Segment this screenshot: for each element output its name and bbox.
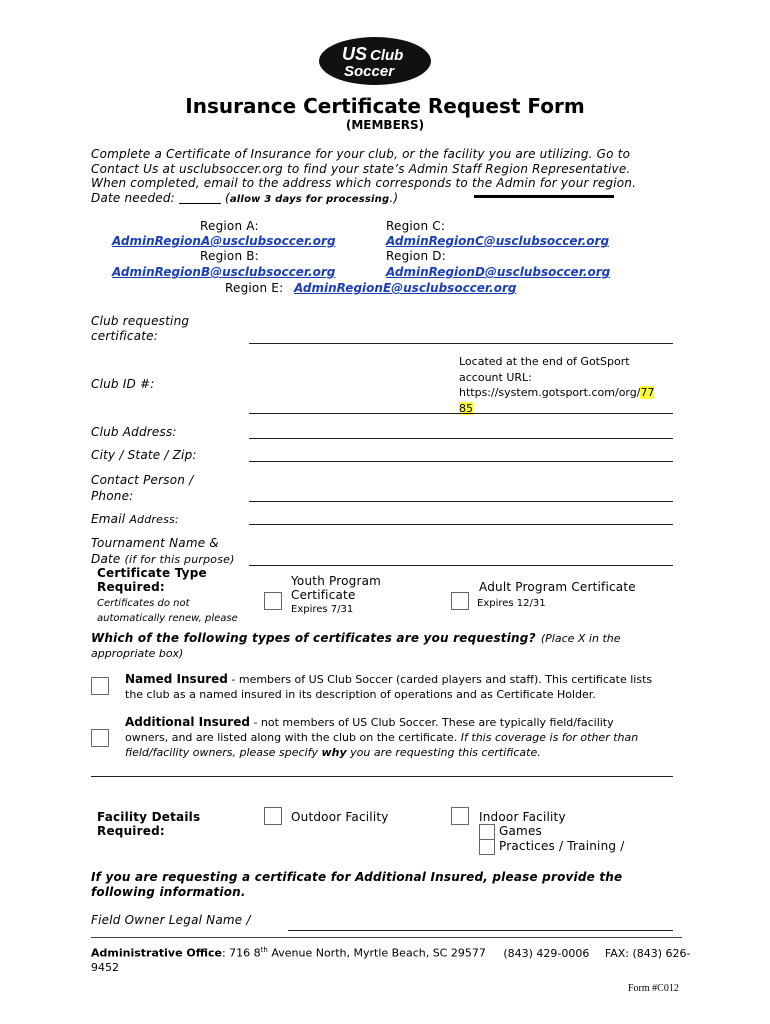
youth-program-checkbox[interactable] [264,592,282,610]
logo-text-soccer: Soccer [344,63,395,80]
footer-rule [91,937,682,938]
cert-type-label: Certificate Type Required: [97,566,207,594]
named-insured-text: Named Insured - members of US Club Soccer (carded players and staff). This certificate lists the club as a named insured in its description of operations and as Certificate Holder. [125,672,653,701]
region-c-email[interactable]: AdminRegionC@usclubsoccer.org [386,234,610,248]
logo-text-club: Club [370,47,404,64]
adult-program-checkbox[interactable] [451,592,469,610]
which-question: Which of the following types of certificates are you requesting? (Place X in the appropriate box) [91,631,621,660]
indoor-facility-checkbox[interactable] [451,807,469,825]
city-state-zip-input[interactable] [249,461,673,462]
city-state-zip-label: City / State / Zip: [91,448,197,462]
club-id-input[interactable] [249,413,673,414]
facility-details-label: Facility Details Required: [97,810,201,838]
intro-text: Complete a Certificate of Insurance for your club, or the facility you are utilizing. Go to Contact Us at usclubsoccer.org to find your state’s Admin Staff Region Representative. When completed, email to the address which corresponds to the Admin for your region. Date needed: (allow 3 days for processing.) [91,147,637,205]
youth-program-label: Youth Program Certificate [291,574,382,602]
contact-label: Contact Person / Phone: [91,473,194,503]
date-needed-label: Date needed: [91,190,175,205]
page-title: Insurance Certificate Request Form [185,94,585,118]
adult-program-expiry: Expires 12/31 [477,598,546,609]
outdoor-facility-label: Outdoor Facility [291,810,389,824]
cert-type-note: Certificates do not automatically renew, please [97,598,238,624]
region-a-email[interactable]: AdminRegionA@usclubsoccer.org [112,234,336,248]
club-id-note: Located at the end of GotSport account URL: https://system.gotsport.com/org/77 85 [459,355,655,415]
logo-text-us: US [342,44,368,64]
region-e-label: Region E: [225,281,284,295]
us-club-soccer-logo [318,36,432,86]
field-owner-input[interactable] [288,930,673,931]
youth-program-expiry: Expires 7/31 [291,604,354,615]
region-c-label: Region C: [386,219,446,233]
tournament-label: Tournament Name & Date (if for this purpose) [91,536,235,566]
club-requesting-label: Club requesting certificate: [91,314,190,343]
additional-insured-checkbox[interactable] [91,729,109,747]
region-b-email[interactable]: AdminRegionB@usclubsoccer.org [112,265,336,279]
field-owner-label: Field Owner Legal Name / [91,913,251,927]
club-address-input[interactable] [249,438,673,439]
games-label: Games [499,824,542,838]
outdoor-facility-checkbox[interactable] [264,807,282,825]
office-phone: (843) 429-0006 [503,946,590,960]
page-subtitle: (MEMBERS) [345,118,425,132]
practices-checkbox[interactable] [479,839,495,855]
region-d-label: Region D: [386,249,446,263]
email-label: Email Address: [91,512,179,526]
additional-info-heading: If you are requesting a certificate for Additional Insured, please provide the following information. [91,870,623,899]
region-d-email[interactable]: AdminRegionD@usclubsoccer.org [386,265,611,279]
contact-input[interactable] [249,501,673,502]
additional-insured-reason-line[interactable] [91,776,673,777]
region-a-label: Region A: [200,219,259,233]
form-number: Form #C012 [628,983,679,994]
adult-program-label: Adult Program Certificate [479,580,636,594]
office-label: Administrative Office [91,946,222,960]
email-input[interactable] [249,524,673,525]
games-checkbox[interactable] [479,824,495,840]
named-insured-checkbox[interactable] [91,677,109,695]
indoor-facility-label: Indoor Facility [479,810,566,824]
club-address-label: Club Address: [91,425,177,439]
date-needed-note: allow 3 days for processing [229,193,390,205]
office-fax: FAX: (843) 626- [604,946,691,960]
date-rule [474,195,614,198]
club-id-label: Club ID #: [91,377,155,391]
additional-insured-text: Additional Insured - not members of US Club Soccer. These are typically field/facility owners, and are listed along with the club on the certificate. If this coverage is for other than field/facility owners, please specify why you are requesting this certificate. [125,715,639,759]
tournament-input[interactable] [249,565,673,566]
practices-label: Practices / Training / [499,839,625,853]
footer-office: Administrative Office: 716 8th Avenue North, Myrtle Beach, SC 29577 (843) 429-0006 FAX: (843) 626- 9452 [91,946,691,974]
date-needed-blank[interactable] [179,203,221,204]
club-requesting-input[interactable] [249,343,673,344]
region-b-label: Region B: [200,249,259,263]
region-e-email[interactable]: AdminRegionE@usclubsoccer.org [294,281,517,295]
